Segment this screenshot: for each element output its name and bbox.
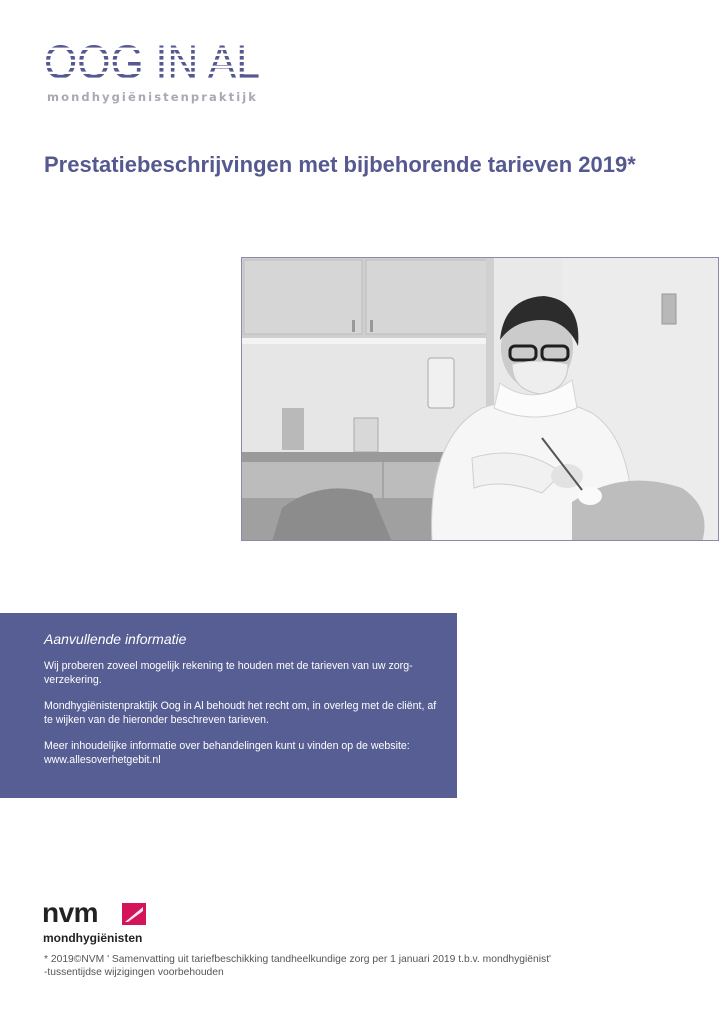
info-paragraph-website: Meer inhoudelijke informatie over behandelingen kunt u vinden op de website: www.allesoverhetgebit.nl [44, 740, 410, 766]
logo-subtitle: mondhygiënistenpraktijk [47, 90, 259, 104]
footnote-line-1: * 2019©NVM ' Samenvatting uit tariefbeschikking tandheelkundige zorg per 1 januari 2019 t.b.v. mondhygiënist' [44, 954, 552, 965]
dental-treatment-image [242, 258, 719, 541]
logo-wordmark: OOG IN AL [44, 38, 260, 84]
footnote-line-2: -tussentijdse wijzigingen voorbehouden [44, 967, 224, 978]
footnote [44, 953, 684, 979]
info-heading: Aanvullende informatie [44, 631, 187, 647]
practice-photo [241, 257, 719, 541]
nvm-subtitle: mondhygiënisten [43, 931, 143, 945]
additional-info-panel [0, 613, 457, 798]
info-paragraph-rights: Mondhygiënistenpraktijk Oog in Al behoudt het recht om, in overleg met de cliënt, af te wijken van de hieronder beschreven tarieven. [44, 700, 437, 726]
practice-logo [44, 38, 264, 104]
nvm-wordmark: nvm [42, 897, 99, 928]
oog-in-al-logo-mark [44, 38, 264, 84]
page-title: Prestatiebeschrijvingen met bijbehorende tarieven 2019* [44, 152, 636, 177]
nvm-pink-mark-icon [122, 903, 146, 925]
info-paragraph-insurance: Wij proberen zoveel mogelijk rekening te houden met de tarieven van uw zorg-verzekering. [44, 660, 413, 686]
